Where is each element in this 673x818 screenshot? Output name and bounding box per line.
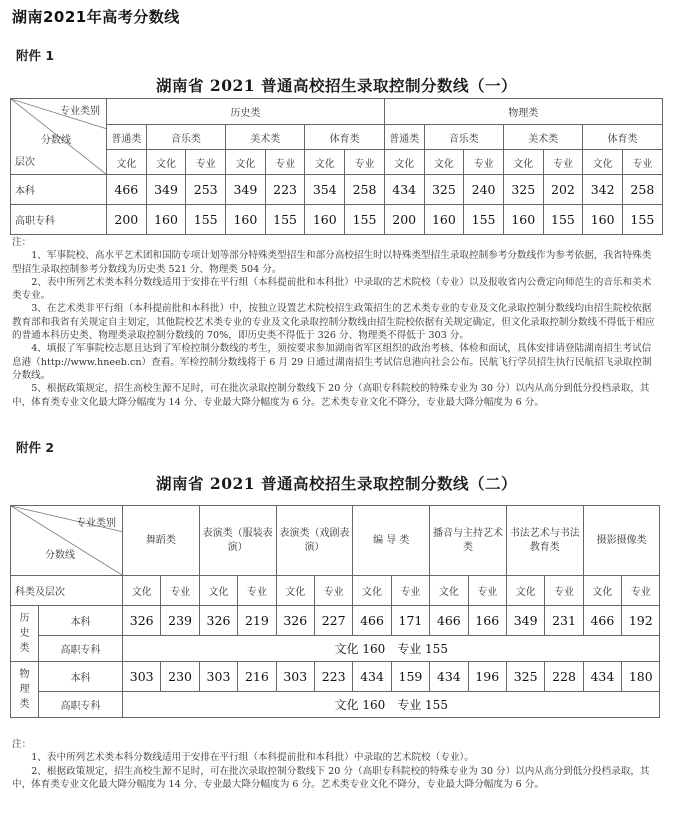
score-cell: 326 xyxy=(199,606,237,636)
corner-score-label: 分数线 xyxy=(41,135,71,146)
category-header: 表演类（戏剧表演） xyxy=(276,506,353,576)
column-label: 文化 xyxy=(384,150,424,175)
column-label: 专业 xyxy=(161,576,199,606)
score-cell: 258 xyxy=(345,175,385,205)
score-cell: 349 xyxy=(226,175,266,205)
column-label: 文化 xyxy=(583,150,623,175)
table-2-title: 湖南省 2021 普通高校招生录取控制分数线（二） xyxy=(156,474,517,493)
notes-2 xyxy=(12,738,660,791)
subcategory-header: 体育类 xyxy=(305,125,384,150)
score-cell: 354 xyxy=(305,175,345,205)
notes-label: 注： xyxy=(12,739,32,750)
score-cell: 171 xyxy=(391,606,429,636)
score-cell: 349 xyxy=(146,175,186,205)
column-label: 专业 xyxy=(543,150,583,175)
group-label-history xyxy=(11,606,39,662)
corner-category-label: 专业类别 xyxy=(76,518,116,529)
score-table-2 xyxy=(10,505,660,718)
category-header: 表演类（服装表演） xyxy=(199,506,276,576)
note-item: 1、军事院校、高水平艺术团和国防专项计划等部分特殊类型招生和部分高校招生时以特殊类型招生录取控制参考分数线作为参考依据，我省特殊类型招生录取控制参考分数线为历史类 521 分、物理类 504 分。 xyxy=(12,250,652,275)
score-cell: 342 xyxy=(583,175,623,205)
row-level-label: 本科 xyxy=(39,662,123,692)
score-cell: 200 xyxy=(107,205,147,235)
score-cell: 166 xyxy=(468,606,506,636)
subcategory-header: 音乐类 xyxy=(424,125,503,150)
row-level-label: 本科 xyxy=(39,606,123,636)
column-label: 文化 xyxy=(146,150,186,175)
score-cell: 192 xyxy=(622,606,660,636)
score-cell: 325 xyxy=(506,662,544,692)
column-label: 文化 xyxy=(506,576,544,606)
column-label: 专业 xyxy=(186,150,226,175)
score-cell: 160 xyxy=(583,205,623,235)
corner-level-label: 层次 xyxy=(15,157,35,168)
score-cell: 325 xyxy=(424,175,464,205)
score-cell: 160 xyxy=(146,205,186,235)
group-name: 历 史 类 xyxy=(19,613,30,654)
column-label: 文化 xyxy=(430,576,468,606)
category-header: 舞蹈类 xyxy=(123,506,200,576)
subcategory-header: 美术类 xyxy=(226,125,305,150)
column-label: 文化 xyxy=(276,576,314,606)
group-name: 物 理 类 xyxy=(19,669,30,710)
score-cell: 160 xyxy=(305,205,345,235)
score-cell: 349 xyxy=(506,606,544,636)
score-cell: 434 xyxy=(430,662,468,692)
note-item: 3、在艺术类非平行组（本科提前批和本科批）中，按独立设置艺术院校招生政策招生的艺术类专业的专业及文化录取控制分数线均由招生院校依据教育部和我省有关规定自主划定，其他院校艺术类专业的专业及文化录取控制分数线由招生院校依据有关规定确定，但文化录取控制分数线不得低于相应的普通本科历史类、物理类录取控制分数线的 70%，即历史类不得低于 326 分、物理类不得低于 303 分。 xyxy=(12,303,655,342)
score-cell: 466 xyxy=(353,606,391,636)
corner-category-label: 专业类别 xyxy=(60,106,100,117)
subcategory-header: 美术类 xyxy=(503,125,582,150)
score-cell: 219 xyxy=(238,606,276,636)
column-label: 专业 xyxy=(622,576,660,606)
category-header: 播音与主持艺术类 xyxy=(430,506,507,576)
score-cell: 231 xyxy=(545,606,583,636)
score-cell: 196 xyxy=(468,662,506,692)
score-cell: 325 xyxy=(503,175,543,205)
corner-level-label: 科类及层次 xyxy=(11,576,123,606)
score-cell: 223 xyxy=(314,662,352,692)
column-label: 文化 xyxy=(123,576,161,606)
score-cell: 466 xyxy=(430,606,468,636)
column-label: 文化 xyxy=(199,576,237,606)
group-header-history: 历史类 xyxy=(107,99,385,125)
score-cell: 159 xyxy=(391,662,429,692)
attachment-2-label: 附件 2 xyxy=(16,440,55,455)
subcategory-header: 普通类 xyxy=(384,125,424,150)
score-cell: 258 xyxy=(622,175,662,205)
column-label: 专业 xyxy=(545,576,583,606)
score-cell: 227 xyxy=(314,606,352,636)
score-cell: 240 xyxy=(464,175,504,205)
score-cell: 326 xyxy=(276,606,314,636)
column-label: 专业 xyxy=(468,576,506,606)
score-cell: 434 xyxy=(353,662,391,692)
score-cell: 303 xyxy=(276,662,314,692)
column-label: 文化 xyxy=(583,576,621,606)
subcategory-header: 普通类 xyxy=(107,125,147,150)
row-level-label: 高职专科 xyxy=(39,692,123,718)
score-cell: 155 xyxy=(345,205,385,235)
score-cell: 253 xyxy=(186,175,226,205)
score-cell: 466 xyxy=(583,606,621,636)
column-label: 专业 xyxy=(622,150,662,175)
table-2-corner-cell xyxy=(11,506,123,576)
column-label: 专业 xyxy=(238,576,276,606)
category-header: 书法艺术与书法教育类 xyxy=(506,506,583,576)
column-label: 文化 xyxy=(503,150,543,175)
page-title: 湖南2021年高考分数线 xyxy=(12,8,180,26)
row-level-label: 高职专科 xyxy=(11,205,107,235)
note-item: 2、表中所列艺术类本科分数线适用于安排在平行组（本科提前批和本科批）中录取的艺术院校（专业）以及报收省内公费定向师范生的音乐和美术类专业。 xyxy=(12,276,652,302)
row-level-label: 本科 xyxy=(11,175,107,205)
score-cell: 155 xyxy=(543,205,583,235)
score-cell: 466 xyxy=(107,175,147,205)
score-cell: 303 xyxy=(199,662,237,692)
column-label: 文化 xyxy=(305,150,345,175)
note-item: 5、根据政策规定，招生高校生源不足时，可在批次录取控制分数线下 20 分（高职专科院校的特殊专业为 30 分）以内从高分到低分投档录取，其中，体育类专业文化最大降分幅度为 14 分、专业最大降分幅度为 6 分。艺术类专业文化不降分，专业最大降分幅度为 6 分。 xyxy=(12,383,650,408)
note-item: 1、表中所列艺术类本科分数线适用于安排在平行组（本科提前批和本科批）中录取的艺术院校（专业）。 xyxy=(31,752,474,764)
score-cell: 155 xyxy=(622,205,662,235)
group-header-physics: 物理类 xyxy=(384,99,662,125)
category-header: 编 导 类 xyxy=(353,506,430,576)
score-cell: 160 xyxy=(503,205,543,235)
score-cell: 230 xyxy=(161,662,199,692)
score-table-1 xyxy=(10,98,663,235)
subcategory-header: 体育类 xyxy=(583,125,662,150)
row-level-label: 高职专科 xyxy=(39,636,123,662)
score-cell: 155 xyxy=(186,205,226,235)
notes-label: 注： xyxy=(12,237,32,248)
note-item: 2、根据政策规定，招生高校生源不足时，可在批次录取控制分数线下 20 分（高职专科院校的特殊专业为 30 分）以内从高分到低分投档录取，其中，体育类专业文化最大降分幅度为 14 分、专业最大降分幅度为 6 分。艺术类专业文化不降分，专业最大降分幅度为 6 分。 xyxy=(12,765,650,790)
column-label: 文化 xyxy=(226,150,266,175)
corner-score-label: 分数线 xyxy=(45,550,75,561)
subcategory-header: 音乐类 xyxy=(146,125,225,150)
column-label: 专业 xyxy=(265,150,305,175)
table-1-title: 湖南省 2021 普通高校招生录取控制分数线（一） xyxy=(156,76,517,95)
score-cell: 239 xyxy=(161,606,199,636)
group-label-physics xyxy=(11,662,39,718)
score-cell: 434 xyxy=(583,662,621,692)
column-label: 文化 xyxy=(353,576,391,606)
note-item: 4、填报了军事院校志愿且达到了军检控制分数线的考生，须按要求参加湖南省军区组织的政治考核、体检和面试，具体安排请登陆湖南招生考试信息港（http://www.hneeb.cn）查看。军检控制分数线将于 6 月 29 日通过湖南招生考试信息港向社会公布。民航飞行学员招生执行民航招飞录取控制分数线。 xyxy=(12,343,652,381)
score-cell: 326 xyxy=(123,606,161,636)
notes-1 xyxy=(12,236,660,409)
score-cell: 160 xyxy=(424,205,464,235)
score-cell: 216 xyxy=(238,662,276,692)
column-label: 专业 xyxy=(464,150,504,175)
attachment-1-label: 附件 1 xyxy=(16,48,55,63)
column-label: 文化 xyxy=(107,150,147,175)
column-label: 专业 xyxy=(314,576,352,606)
score-cell: 200 xyxy=(384,205,424,235)
merged-score-cell: 文化 160 专业 155 xyxy=(123,692,660,718)
score-cell: 180 xyxy=(622,662,660,692)
score-cell: 202 xyxy=(543,175,583,205)
category-header: 摄影摄像类 xyxy=(583,506,660,576)
score-cell: 434 xyxy=(384,175,424,205)
score-cell: 223 xyxy=(265,175,305,205)
column-label: 专业 xyxy=(345,150,385,175)
score-cell: 228 xyxy=(545,662,583,692)
score-cell: 155 xyxy=(265,205,305,235)
score-cell: 160 xyxy=(226,205,266,235)
score-cell: 155 xyxy=(464,205,504,235)
column-label: 文化 xyxy=(424,150,464,175)
score-cell: 303 xyxy=(123,662,161,692)
merged-score-cell: 文化 160 专业 155 xyxy=(123,636,660,662)
table-1-corner-cell xyxy=(11,99,107,175)
column-label: 专业 xyxy=(391,576,429,606)
